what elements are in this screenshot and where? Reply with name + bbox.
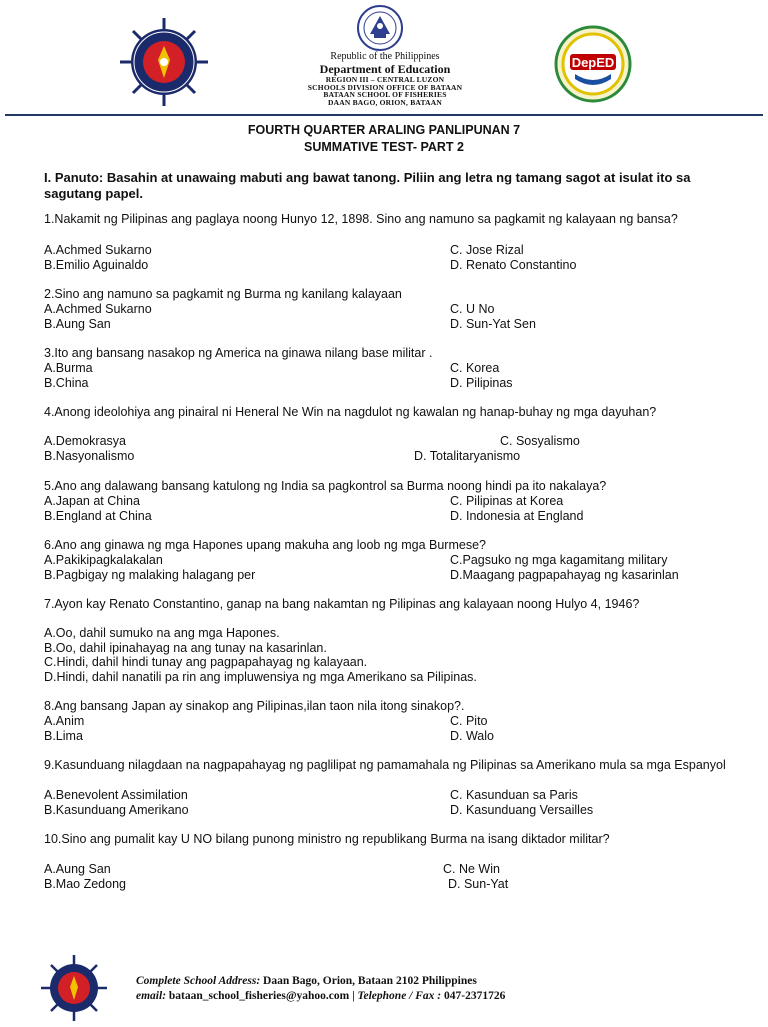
question-3: 3.Ito ang bansang nasakop ng America na ginawa nilang base militar . — [44, 346, 433, 360]
footer-email-value[interactable]: bataan_school_fisheries@yahoo.com — [168, 990, 350, 1002]
footer-address-value: Daan Bago, Orion, Bataan 2102 Philippines — [263, 975, 477, 987]
question-9: 9.Kasunduang nilagdaan na nagpapahayag ng paglilipat ng pamamahala ng Pilipinas sa Amerikano mula sa mga Espanyol — [44, 758, 726, 772]
question-4-option-d: D. Totalitaryanismo — [414, 449, 521, 463]
header-department: Department of Education — [319, 62, 451, 76]
question-6-option-d: D.Maagang pagpapahayag ng kasarinlan — [450, 568, 679, 582]
header-region: REGION III – CENTRAL LUZON — [325, 75, 445, 84]
question-8-option-a: A.Anim — [44, 714, 85, 728]
question-10-option-b: B.Mao Zedong — [44, 877, 126, 891]
question-10-option-d: D. Sun-Yat — [448, 877, 509, 891]
question-6: 6.Ano ang ginawa ng mga Hapones upang makuha ang loob ng mga Burmese? — [44, 538, 486, 552]
question-7-option-c: C.Hindi, dahil hindi tunay ang pagpapahayag ng kalayaan. — [44, 655, 368, 669]
school-of-fisheries-logo — [118, 16, 210, 108]
question-5-option-b: B.England at China — [44, 509, 152, 523]
question-9-option-d: D. Kasunduang Versailles — [450, 803, 594, 817]
question-8-option-b: B.Lima — [44, 729, 83, 743]
test-title: FOURTH QUARTER ARALING PANLIPUNAN 7 — [247, 123, 521, 137]
question-10: 10.Sino ang pumalit kay U NO bilang punong ministro ng republikang Burma na isang diktador militar? — [44, 832, 610, 846]
question-1-option-c: C. Jose Rizal — [450, 243, 524, 257]
header-location: DAAN BAGO, ORION, BATAAN — [328, 98, 442, 107]
footer-school-logo — [40, 954, 108, 1022]
instructions: I. Panuto: Basahin at unawaing mabuti ang bawat tanong. Piliin ang letra ng tamang sagot at isulat ito sa sagutang papel. — [44, 170, 691, 201]
header-divider — [5, 114, 763, 116]
question-4-option-b: B.Nasyonalismo — [44, 449, 135, 463]
question-2-option-d: D. Sun-Yat Sen — [450, 317, 536, 331]
question-7-option-a: A.Oo, dahil sumuko na ang mga Hapones. — [44, 626, 280, 640]
deped-bataan-logo — [553, 24, 633, 104]
question-5-option-d: D. Indonesia at England — [450, 509, 584, 523]
header-republic: Republic of the Philippines — [330, 51, 440, 62]
question-1-option-a: A.Achmed Sukarno — [44, 243, 152, 257]
question-7-option-b: B.Oo, dahil ipinahayag na ang tunay na kasarinlan. — [44, 641, 327, 655]
question-9-option-a: A.Benevolent Assimilation — [44, 788, 188, 802]
question-6-option-b: B.Pagbigay ng malaking halagang per — [44, 568, 256, 582]
footer-phone-label: Telephone / Fax : — [357, 990, 442, 1002]
question-8-option-d: D. Walo — [450, 729, 494, 743]
question-10-option-c: C. Ne Win — [443, 862, 500, 876]
question-2-option-b: B.Aung San — [44, 317, 111, 331]
question-3-option-c: C. Korea — [450, 361, 500, 375]
question-9-option-c: C. Kasunduan sa Paris — [450, 788, 578, 802]
question-2-option-a: A.Achmed Sukarno — [44, 302, 152, 316]
header-school: BATAAN SCHOOL OF FISHERIES — [323, 90, 447, 99]
footer-email-label: email: — [136, 990, 167, 1002]
question-6-option-a: A.Pakikipagkalakalan — [44, 553, 163, 567]
question-9-option-b: B.Kasunduang Amerikano — [44, 803, 189, 817]
question-2-option-c: C. U No — [450, 302, 495, 316]
header-division: SCHOOLS DIVISION OFFICE OF BATAAN — [307, 83, 463, 92]
question-5-option-a: A.Japan at China — [44, 494, 140, 508]
test-subtitle: SUMMATIVE TEST- PART 2 — [304, 140, 464, 154]
question-1: 1.Nakamit ng Pilipinas ang paglaya noong Hunyo 12, 1898. Sino ang namuno sa pagkamit ng kalayaan ng bansa? — [44, 212, 678, 226]
question-3-option-b: B.China — [44, 376, 89, 390]
footer-address-label: Complete School Address: — [136, 975, 261, 987]
footer-address — [136, 975, 477, 987]
question-10-option-a: A.Aung San — [44, 862, 111, 876]
question-8: 8.Ang bansang Japan ay sinakop ang Pilipinas,ilan taon nila itong sinakop?. — [44, 699, 465, 713]
question-3-option-d: D. Pilipinas — [450, 376, 513, 390]
question-1-option-b: B.Emilio Aguinaldo — [44, 258, 149, 272]
deped-seal — [354, 4, 406, 52]
question-2: 2.Sino ang namuno sa pagkamit ng Burma ng kanilang kalayaan — [44, 287, 402, 301]
question-4-option-a: A.Demokrasya — [44, 434, 126, 448]
svg-text:DepED: DepED — [571, 55, 615, 70]
question-6-option-c: C.Pagsuko ng mga kagamitang military — [450, 553, 668, 567]
question-4: 4.Anong ideolohiya ang pinairal ni Heneral Ne Win na nagdulot ng kawalan ng hanap-buhay ng mga dayuhan? — [44, 405, 657, 419]
footer-separator: | — [352, 990, 355, 1002]
question-1-option-d: D. Renato Constantino — [450, 258, 577, 272]
question-5-option-c: C. Pilipinas at Korea — [450, 494, 564, 508]
question-4-option-c: C. Sosyalismo — [500, 434, 580, 448]
question-7-option-d: D.Hindi, dahil nanatili pa rin ang impluwensiya ng mga Amerikano sa Pilipinas. — [44, 670, 477, 684]
question-5: 5.Ano ang dalawang bansang katulong ng India sa pagkontrol sa Burma noong hindi pa ito nakalaya? — [44, 479, 607, 493]
question-8-option-c: C. Pito — [450, 714, 488, 728]
footer-phone-value: 047-2371726 — [444, 990, 506, 1002]
question-3-option-a: A.Burma — [44, 361, 93, 375]
footer-contact — [136, 990, 505, 1002]
question-7: 7.Ayon kay Renato Constantino, ganap na bang nakamtan ng Pilipinas ang kalayaan noong Hulyo 4, 1946? — [44, 597, 640, 611]
